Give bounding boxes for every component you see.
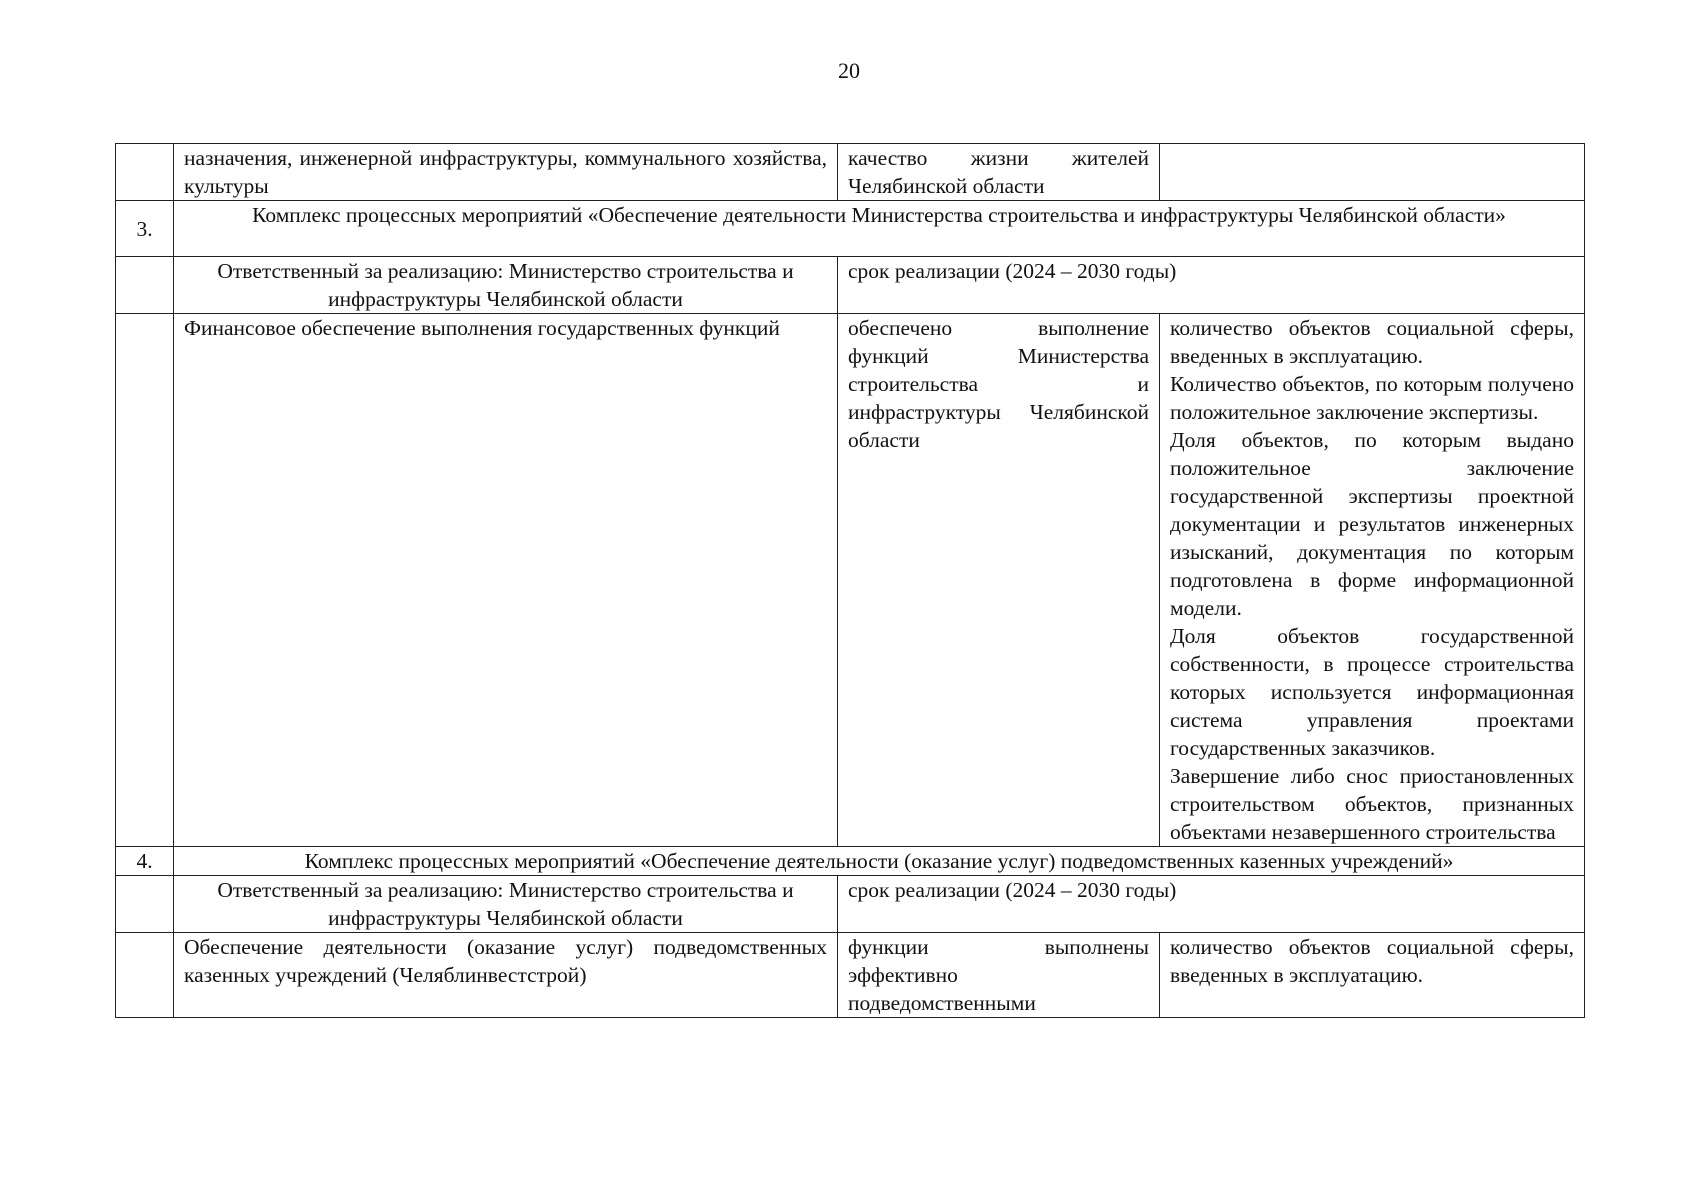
measure-name-cell: Финансовое обеспечение выполнения государственных функций	[174, 314, 838, 847]
table-row	[116, 144, 1585, 201]
indicator-item: количество объектов социальной сферы, введенных в эксплуатацию.	[1170, 316, 1574, 368]
indicator-item: Количество объектов, по которым получено положительное заключение экспертизы.	[1170, 372, 1574, 424]
row-number-cell	[116, 144, 174, 201]
measures-table	[115, 143, 1585, 1018]
indicator-item: Завершение либо снос приостановленных строительством объектов, признанных объектами незавершенного строительства	[1170, 764, 1574, 844]
indicator-cell	[1160, 314, 1585, 847]
implementation-term: срок реализации (2024 – 2030 годы)	[838, 876, 1585, 933]
row-number-cell	[116, 933, 174, 1018]
page-number: 20	[838, 58, 860, 83]
responsible-row	[116, 876, 1585, 933]
measure-name-cell: назначения, инженерной инфраструктуры, коммунального хозяйства, культуры	[174, 144, 838, 201]
expected-result-cell: качество жизни жителей Челябинской области	[838, 144, 1160, 201]
table-row	[116, 933, 1585, 1018]
expected-result-cell: функции выполнены эффективно подведомственными	[838, 933, 1160, 1018]
expected-result-cell: обеспечено выполнение функций Министерства строительства и инфраструктуры Челябинской области	[838, 314, 1160, 847]
table-row	[116, 314, 1585, 847]
indicator-item: Доля объектов, по которым выдано положительное заключение государственной экспертизы проектной документации и результатов инженерных изысканий, документация по которым подготовлена в форме информационной модели.	[1170, 428, 1574, 620]
row-number-cell	[116, 314, 174, 847]
indicator-cell: количество объектов социальной сферы, введенных в эксплуатацию.	[1160, 933, 1585, 1018]
implementation-term: срок реализации (2024 – 2030 годы)	[838, 257, 1585, 314]
section-header-row	[116, 847, 1585, 876]
section-title: Комплекс процессных мероприятий «Обеспечение деятельности (оказание услуг) подведомственных казенных учреждений»	[174, 847, 1585, 876]
section-number: 3.	[116, 201, 174, 257]
row-number-cell	[116, 876, 174, 933]
section-title: Комплекс процессных мероприятий «Обеспечение деятельности Министерства строительства и инфраструктуры Челябинской области»	[174, 201, 1585, 257]
measure-name-cell: Обеспечение деятельности (оказание услуг) подведомственных казенных учреждений (Челяблинвестстрой)	[174, 933, 838, 1018]
section-number: 4.	[116, 847, 174, 876]
responsible-row	[116, 257, 1585, 314]
section-header-row	[116, 201, 1585, 257]
responsible-cell: Ответственный за реализацию: Министерство строительства и инфраструктуры Челябинской области	[174, 257, 838, 314]
row-number-cell	[116, 257, 174, 314]
indicator-item: Доля объектов государственной собственности, в процессе строительства которых используется информационная система управления проектами государственных заказчиков.	[1170, 624, 1574, 760]
responsible-cell: Ответственный за реализацию: Министерство строительства и инфраструктуры Челябинской области	[174, 876, 838, 933]
indicator-cell	[1160, 144, 1585, 201]
